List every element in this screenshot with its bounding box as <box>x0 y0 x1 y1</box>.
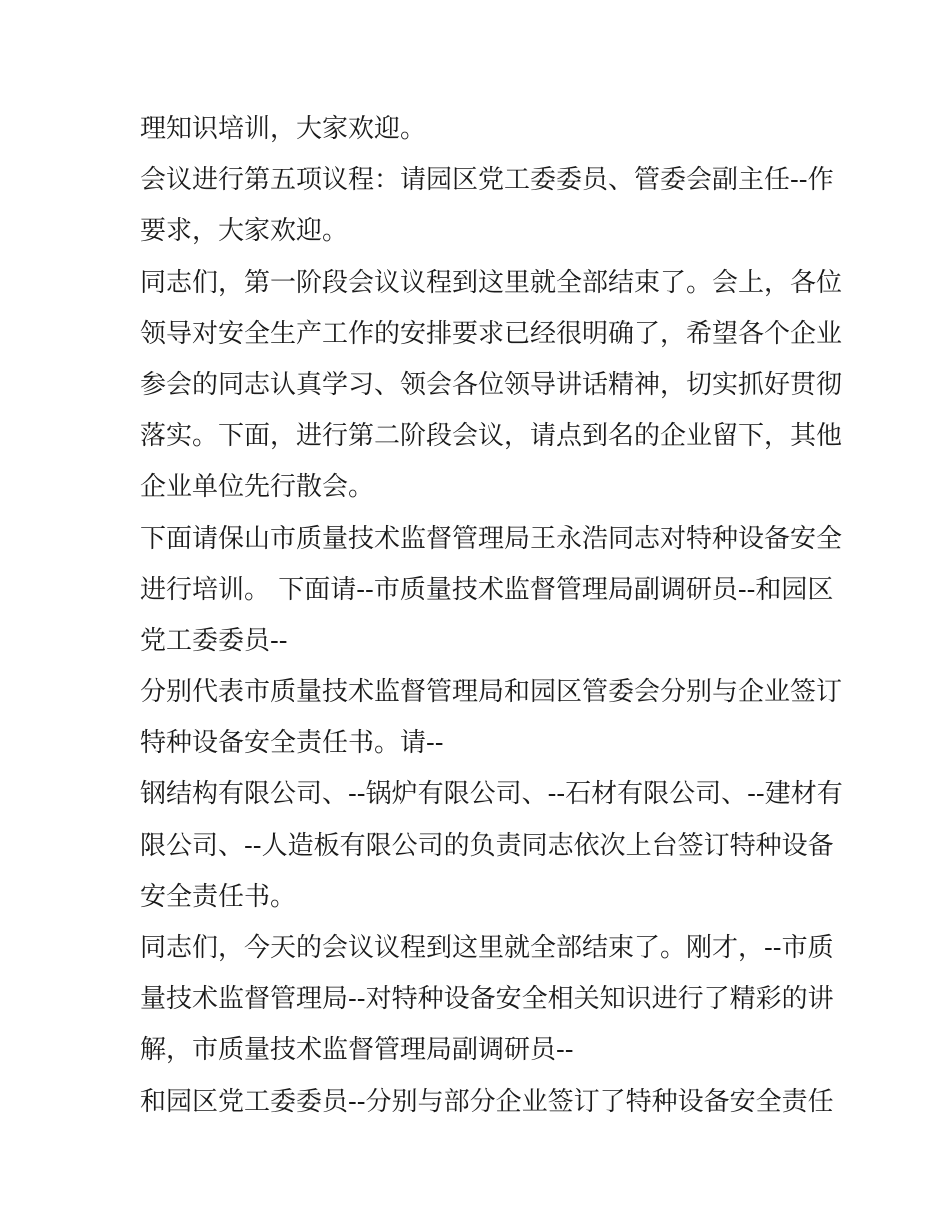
text-line: 落实。下面，进行第二阶段会议，请点到名的企业留下，其他 <box>140 421 843 452</box>
document-body <box>140 104 843 1128</box>
text-line: 企业单位先行散会。 <box>140 472 375 503</box>
text-line: 理知识培训，大家欢迎。 <box>140 114 427 144</box>
text-line: 安全责任书。 <box>140 881 297 912</box>
text-line: 会议进行第五项议程：请园区党工委委员、管委会副主任--作 <box>140 165 834 196</box>
text-line: 同志们，今天的会议议程到这里就全部结束了。刚才，--市质 <box>140 933 834 963</box>
text-line: 分别代表市质量技术监督管理局和园区管委会分别与企业签订 <box>140 677 843 708</box>
text-line: 参会的同志认真学习、领会各位领导讲话精神，切实抓好贯彻 <box>140 369 843 400</box>
text-line: 钢结构有限公司、--锅炉有限公司、--石材有限公司、--建材有 <box>140 779 843 810</box>
text-line: 下面请保山市质量技术监督管理局王永浩同志对特种设备安全 <box>140 523 843 554</box>
text-line: 解，市质量技术监督管理局副调研员-- <box>140 1035 574 1066</box>
text-line: 进行培训。 下面请--市质量技术监督管理局副调研员--和园区 <box>140 574 834 605</box>
text-line: 特种设备安全责任书。请-- <box>140 728 444 759</box>
text-line: 和园区党工委委员--分别与部分企业签订了特种设备安全责任 <box>140 1086 834 1117</box>
text-line: 限公司、--人造板有限公司的负责同志依次上台签订特种设备 <box>140 830 834 861</box>
text-line: 要求，大家欢迎。 <box>140 216 349 247</box>
text-line: 量技术监督管理局--对特种设备安全相关知识进行了精彩的讲 <box>140 984 834 1015</box>
text-line: 领导对安全生产工作的安排要求已经很明确了，希望各个企业 <box>140 318 843 349</box>
text-line: 党工委委员-- <box>140 625 288 656</box>
text-line: 同志们，第一阶段会议议程到这里就全部结束了。会上，各位 <box>140 267 843 298</box>
